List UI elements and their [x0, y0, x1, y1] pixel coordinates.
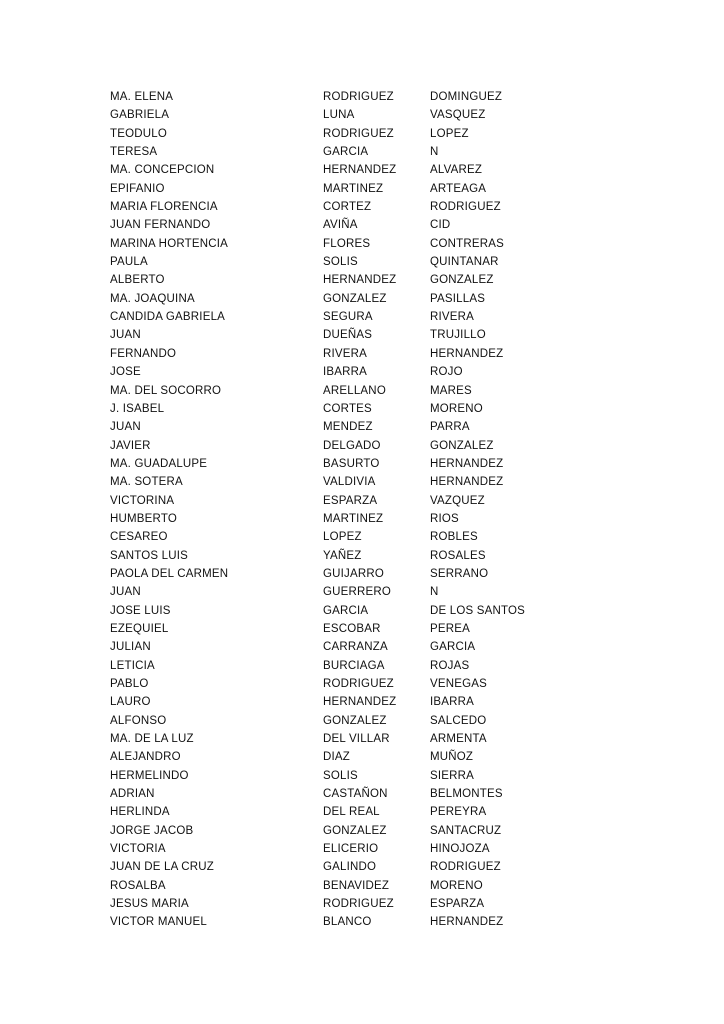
- paternal-surname: RIVERA: [323, 347, 368, 360]
- paternal-surname: BURCIAGA: [323, 659, 385, 672]
- table-row: [110, 125, 684, 143]
- maternal-surname: CID: [430, 219, 451, 232]
- first-name: CANDIDA GABRIELA: [110, 311, 226, 324]
- maternal-surname: GONZALEZ: [430, 439, 494, 452]
- maternal-surname: HERNANDEZ: [430, 457, 504, 470]
- paternal-surname: SEGURA: [323, 311, 373, 324]
- first-name: EZEQUIEL: [110, 622, 169, 635]
- first-name: JESUS MARIA: [110, 898, 189, 911]
- paternal-surname: VALDIVIA: [323, 476, 376, 489]
- table-row: [110, 528, 684, 546]
- first-name: JORGE JACOB: [110, 824, 194, 837]
- paternal-surname: ESCOBAR: [323, 622, 381, 635]
- paternal-surname: GONZALEZ: [323, 292, 387, 305]
- paternal-surname: DELGADO: [323, 439, 381, 452]
- paternal-surname: ARELLANO: [323, 384, 386, 397]
- first-name: LETICIA: [110, 659, 155, 672]
- maternal-surname: ROJO: [430, 366, 463, 379]
- first-name: CESAREO: [110, 531, 168, 544]
- paternal-surname: CASTAÑON: [323, 788, 388, 801]
- paternal-surname: YAÑEZ: [323, 549, 362, 562]
- maternal-surname: PEREYRA: [430, 806, 487, 819]
- paternal-surname: SOLIS: [323, 256, 358, 269]
- first-name: JOSE LUIS: [110, 604, 171, 617]
- paternal-surname: RODRIGUEZ: [323, 898, 394, 911]
- paternal-surname: CORTEZ: [323, 201, 372, 214]
- table-row: [110, 822, 684, 840]
- table-row: [110, 803, 684, 821]
- maternal-surname: MORENO: [430, 879, 483, 892]
- paternal-surname: BASURTO: [323, 457, 380, 470]
- first-name: JUAN: [110, 329, 141, 342]
- maternal-surname: VASQUEZ: [430, 109, 486, 122]
- table-row: [110, 180, 684, 198]
- maternal-surname: BELMONTES: [430, 788, 503, 801]
- first-name: VICTORIA: [110, 843, 166, 856]
- table-row: [110, 216, 684, 234]
- first-name: JUAN FERNANDO: [110, 219, 211, 232]
- paternal-surname: DIAZ: [323, 751, 350, 764]
- first-name: MA. CONCEPCION: [110, 164, 215, 177]
- table-row: [110, 492, 684, 510]
- table-row: [110, 253, 684, 271]
- maternal-surname: GARCIA: [430, 641, 476, 654]
- paternal-surname: CORTES: [323, 402, 372, 415]
- maternal-surname: ROSALES: [430, 549, 486, 562]
- paternal-surname: BENAVIDEZ: [323, 879, 390, 892]
- maternal-surname: MARES: [430, 384, 472, 397]
- maternal-surname: PASILLAS: [430, 292, 486, 305]
- paternal-surname: BLANCO: [323, 916, 372, 929]
- table-row: [110, 767, 684, 785]
- first-name: HUMBERTO: [110, 512, 177, 525]
- first-name: PAULA: [110, 256, 148, 269]
- paternal-surname: DEL REAL: [323, 806, 380, 819]
- first-name: GABRIELA: [110, 109, 170, 122]
- table-row: [110, 840, 684, 858]
- maternal-surname: ROJAS: [430, 659, 470, 672]
- paternal-surname: GARCIA: [323, 604, 369, 617]
- maternal-surname: ESPARZA: [430, 898, 485, 911]
- first-name: VICTOR MANUEL: [110, 916, 207, 929]
- maternal-surname: IBARRA: [430, 696, 475, 709]
- maternal-surname: SERRANO: [430, 567, 489, 580]
- maternal-surname: CONTRERAS: [430, 237, 505, 250]
- table-row: [110, 877, 684, 895]
- table-row: [110, 106, 684, 124]
- table-row: [110, 363, 684, 381]
- maternal-surname: QUINTANAR: [430, 256, 499, 269]
- paternal-surname: DUEÑAS: [323, 329, 373, 342]
- maternal-surname: ROBLES: [430, 531, 478, 544]
- paternal-surname: RODRIGUEZ: [323, 678, 394, 690]
- first-name: ROSALBA: [110, 879, 166, 892]
- table-row: [110, 88, 684, 106]
- paternal-surname: HERNANDEZ: [323, 274, 397, 287]
- first-name: MA. DEL SOCORRO: [110, 384, 222, 397]
- table-row: [110, 455, 684, 473]
- maternal-surname: PEREA: [430, 622, 470, 635]
- first-name: JAVIER: [110, 439, 151, 452]
- first-name: JUAN: [110, 586, 141, 599]
- first-name: EPIFANIO: [110, 182, 165, 195]
- table-row: [110, 510, 684, 528]
- maternal-surname: SANTACRUZ: [430, 824, 502, 837]
- paternal-surname: FLORES: [323, 237, 371, 250]
- maternal-surname: N: [430, 586, 439, 599]
- first-name: HERLINDA: [110, 806, 170, 819]
- table-row: [110, 547, 684, 565]
- table-row: [110, 235, 684, 253]
- paternal-surname: RODRIGUEZ: [323, 91, 394, 103]
- table-row: [110, 620, 684, 638]
- paternal-surname: GUIJARRO: [323, 567, 385, 580]
- paternal-surname: AVIÑA: [323, 219, 358, 232]
- table-row: [110, 565, 684, 583]
- paternal-surname: ELICERIO: [323, 843, 379, 856]
- paternal-surname: GALINDO: [323, 861, 377, 874]
- table-row: [110, 473, 684, 491]
- maternal-surname: PARRA: [430, 421, 470, 434]
- maternal-surname: N: [430, 146, 439, 159]
- paternal-surname: HERNANDEZ: [323, 696, 397, 709]
- table-row: [110, 437, 684, 455]
- maternal-surname: VAZQUEZ: [430, 494, 485, 507]
- maternal-surname: RODRIGUEZ: [430, 201, 501, 214]
- first-name: MA. ELENA: [110, 91, 174, 103]
- first-name: MARIA FLORENCIA: [110, 201, 218, 214]
- maternal-surname: ARMENTA: [430, 733, 487, 746]
- first-name: PAOLA DEL CARMEN: [110, 567, 229, 580]
- table-row: [110, 198, 684, 216]
- maternal-surname: RODRIGUEZ: [430, 861, 501, 874]
- table-row: [110, 785, 684, 803]
- maternal-surname: MUÑOZ: [430, 751, 474, 764]
- paternal-surname: GONZALEZ: [323, 824, 387, 837]
- first-name: LAURO: [110, 696, 151, 709]
- maternal-surname: RIOS: [430, 512, 459, 525]
- paternal-surname: ESPARZA: [323, 494, 378, 507]
- maternal-surname: DE LOS SANTOS: [430, 604, 526, 617]
- first-name: ALFONSO: [110, 714, 167, 727]
- table-row: [110, 657, 684, 675]
- table-row: [110, 712, 684, 730]
- first-name: SANTOS LUIS: [110, 549, 189, 562]
- table-row: [110, 913, 684, 931]
- paternal-surname: DEL VILLAR: [323, 733, 390, 746]
- first-name: ALBERTO: [110, 274, 165, 287]
- first-name: JOSE: [110, 366, 141, 379]
- maternal-surname: HERNANDEZ: [430, 347, 504, 360]
- maternal-surname: TRUJILLO: [430, 329, 486, 342]
- maternal-surname: SIERRA: [430, 769, 475, 782]
- maternal-surname: RIVERA: [430, 311, 475, 324]
- maternal-surname: SALCEDO: [430, 714, 487, 727]
- maternal-surname: VENEGAS: [430, 678, 488, 690]
- table-row: [110, 858, 684, 876]
- paternal-surname: IBARRA: [323, 366, 368, 379]
- maternal-surname: ALVAREZ: [430, 164, 483, 177]
- maternal-surname: GONZALEZ: [430, 274, 494, 287]
- table-row: [110, 748, 684, 766]
- first-name: ADRIAN: [110, 788, 155, 801]
- first-name: VICTORINA: [110, 494, 175, 507]
- paternal-surname: GARCIA: [323, 146, 369, 159]
- table-row: [110, 638, 684, 656]
- table-row: [110, 693, 684, 711]
- paternal-surname: GONZALEZ: [323, 714, 387, 727]
- first-name: J. ISABEL: [110, 402, 165, 415]
- paternal-surname: CARRANZA: [323, 641, 388, 654]
- first-name: TERESA: [110, 146, 158, 159]
- first-name: MARINA HORTENCIA: [110, 237, 229, 250]
- maternal-surname: DOMINGUEZ: [430, 91, 503, 103]
- first-name: MA. SOTERA: [110, 476, 183, 489]
- name-list: [110, 88, 684, 932]
- table-row: [110, 418, 684, 436]
- table-row: [110, 271, 684, 289]
- table-row: [110, 400, 684, 418]
- paternal-surname: MARTINEZ: [323, 182, 384, 195]
- first-name: ALEJANDRO: [110, 751, 181, 764]
- table-row: [110, 326, 684, 344]
- first-name: HERMELINDO: [110, 769, 189, 782]
- first-name: TEODULO: [110, 127, 167, 140]
- maternal-surname: LOPEZ: [430, 127, 469, 140]
- table-row: [110, 583, 684, 601]
- maternal-surname: HERNANDEZ: [430, 916, 504, 929]
- table-row: [110, 345, 684, 363]
- table-row: [110, 290, 684, 308]
- paternal-surname: MENDEZ: [323, 421, 373, 434]
- first-name: JUAN: [110, 421, 141, 434]
- table-row: [110, 675, 684, 693]
- maternal-surname: HINOJOZA: [430, 843, 490, 856]
- paternal-surname: SOLIS: [323, 769, 358, 782]
- table-row: [110, 730, 684, 748]
- table-row: [110, 895, 684, 913]
- first-name: MA. DE LA LUZ: [110, 733, 194, 746]
- paternal-surname: LOPEZ: [323, 531, 362, 544]
- table-row: [110, 161, 684, 179]
- first-name: JUAN DE LA CRUZ: [110, 861, 214, 874]
- first-name: JULIAN: [110, 641, 151, 654]
- paternal-surname: RODRIGUEZ: [323, 127, 394, 140]
- first-name: PABLO: [110, 678, 149, 690]
- first-name: MA. JOAQUINA: [110, 292, 195, 305]
- first-name: MA. GUADALUPE: [110, 457, 208, 470]
- paternal-surname: MARTINEZ: [323, 512, 384, 525]
- table-row: [110, 143, 684, 161]
- maternal-surname: HERNANDEZ: [430, 476, 504, 489]
- paternal-surname: LUNA: [323, 109, 355, 122]
- paternal-surname: GUERRERO: [323, 586, 392, 599]
- table-row: [110, 382, 684, 400]
- first-name: FERNANDO: [110, 347, 177, 360]
- table-row: [110, 308, 684, 326]
- maternal-surname: MORENO: [430, 402, 483, 415]
- table-row: [110, 602, 684, 620]
- maternal-surname: ARTEAGA: [430, 182, 487, 195]
- paternal-surname: HERNANDEZ: [323, 164, 397, 177]
